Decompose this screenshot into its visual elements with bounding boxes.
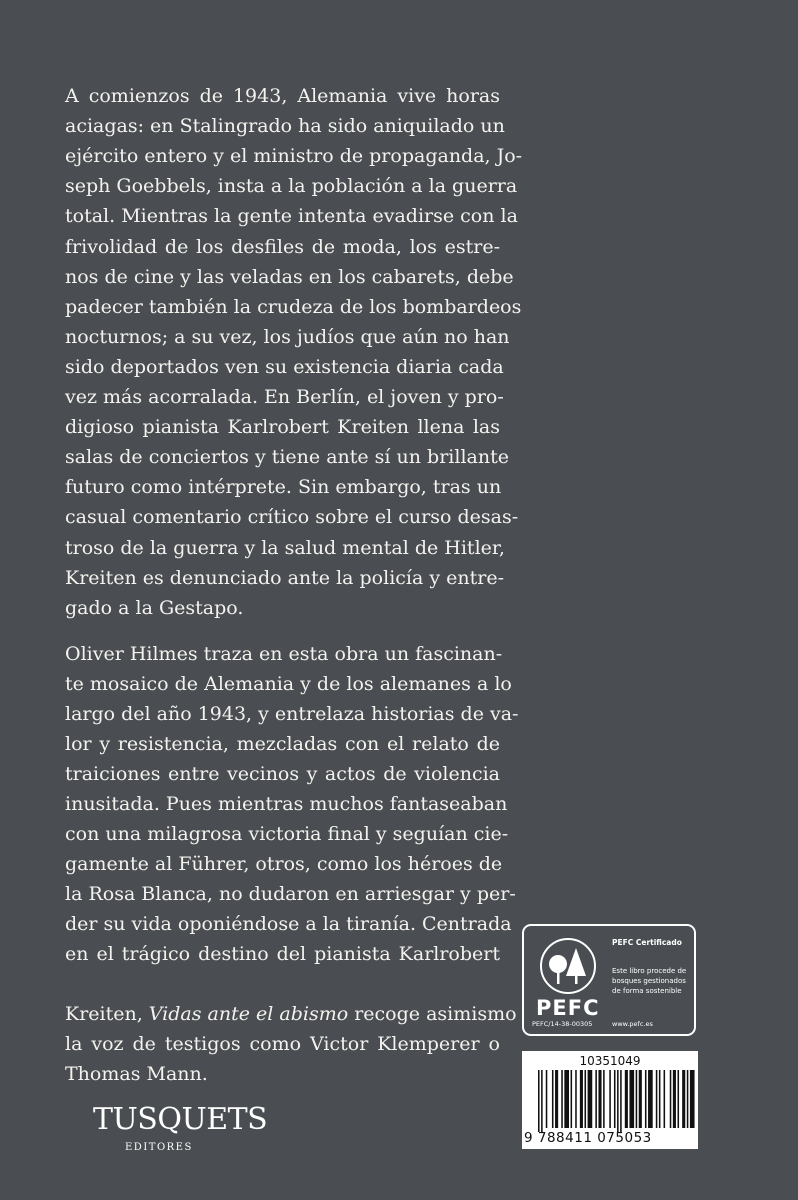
blurb-line: ejército entero y el ministro de propaganda, Jo-	[65, 145, 523, 168]
blurb-line: gado a la Gestapo.	[65, 596, 244, 619]
barcode-bar	[639, 1070, 642, 1128]
blurb-line: la Rosa Blanca, no dudaron en arriesgar y per-	[65, 883, 516, 905]
blurb-line: Kreiten es denunciado ante la policía y entre-	[65, 566, 504, 589]
publisher-logo	[93, 1102, 268, 1162]
barcode-bar	[636, 1070, 638, 1128]
blurb-line: inusitada. Pues mientras muchos fantaseaban	[65, 793, 508, 815]
barcode-bar	[575, 1070, 577, 1128]
barcode-bar	[682, 1070, 685, 1128]
barcode-bar	[614, 1070, 616, 1128]
blurb-line: Kreiten, Vidas ante el abismo recoge asimismo	[65, 1003, 517, 1025]
isbn-digits: 9 788411 075053	[524, 1130, 652, 1146]
blurb-line: vez más acorralada. En Berlín, el joven y pro-	[65, 386, 504, 408]
barcode-bar	[552, 1070, 554, 1128]
blurb-line: salas de conciertos y tiene ante sí un brillante	[65, 446, 509, 469]
barcode-bar	[678, 1070, 680, 1128]
barcode-bar	[617, 1070, 619, 1132]
pefc-description: Este libro procede de bosques gestionados de forma sostenible	[612, 967, 687, 995]
barcode-bar	[659, 1070, 661, 1128]
blurb-line: der su vida oponiéndose a la tiranía. Centrada	[65, 913, 512, 935]
blurb-line: traiciones entre vecinos y actos de violencia	[65, 763, 500, 785]
blurb-line: gamente al Führer, otros, como los héroes de	[65, 853, 503, 875]
barcode-bar	[546, 1070, 548, 1128]
barcode-bar	[541, 1070, 543, 1132]
blurb-line: sido deportados ven su existencia diaria cada	[65, 355, 504, 378]
publisher-name: TUSQUETS	[93, 1102, 268, 1137]
barcode-bar	[620, 1070, 622, 1132]
blurb-line: digioso pianista Karlrobert Kreiten llena las	[65, 416, 500, 439]
pefc-title: PEFC Certificado	[612, 938, 682, 947]
barcode-bar	[598, 1070, 601, 1128]
blurb-line: total. Mientras la gente intenta evadirse con la	[65, 205, 518, 228]
barcode-bar	[670, 1070, 672, 1128]
pefc-brand: PEFC	[536, 996, 600, 1020]
blurb-line: casual comentario crítico sobre el curso desas-	[65, 506, 519, 529]
barcode-bar	[595, 1070, 597, 1128]
barcode-bar	[585, 1070, 587, 1128]
blurb-line: Thomas Mann.	[65, 1063, 208, 1085]
barcode-bar	[673, 1070, 676, 1128]
blurb-line: nocturnos; a su vez, los judíos que aún no han	[65, 325, 510, 348]
tree-logo-icon	[536, 936, 606, 996]
blurb-line: largo del año 1943, y entrelaza historias de va-	[65, 703, 519, 725]
barcode-bar	[664, 1070, 666, 1128]
blurb-line: aciagas: en Stalingrado ha sido aniquilado un	[65, 115, 505, 138]
barcode-bar	[648, 1070, 653, 1128]
barcode-bar	[588, 1070, 593, 1128]
book-title-italic: Vidas ante el abismo	[148, 1003, 349, 1025]
barcode-bar	[687, 1070, 689, 1128]
pefc-code: PEFC/14-38-00305	[532, 1020, 593, 1028]
barcode-bar	[625, 1070, 628, 1128]
barcode-bar	[580, 1070, 583, 1128]
blurb-line: la voz de testigos como Victor Klemperer o	[65, 1033, 500, 1055]
barcode-bar	[564, 1070, 569, 1128]
blurb-line: futuro como intérprete. Sin embargo, tras un	[65, 476, 502, 499]
blurb-line: nos de cine y las veladas en los cabarets, debe	[65, 265, 514, 288]
barcode-bar	[609, 1070, 611, 1128]
barcode-bar	[690, 1070, 695, 1128]
barcode-bar	[629, 1070, 634, 1128]
blurb-line: troso de la guerra y la salud mental de Hitler,	[65, 536, 505, 559]
blurb-line: frivolidad de los desfiles de moda, los estre-	[65, 235, 500, 258]
blurb-line: A comienzos de 1943, Alemania vive horas	[65, 85, 500, 107]
blurb-line: te mosaico de Alemania y de los alemanes a lo	[65, 673, 512, 695]
pefc-certification-box	[522, 924, 696, 1036]
barcode-bar	[555, 1070, 558, 1128]
blurb-line: seph Goebbels, insta a la población a la guerra	[65, 175, 518, 198]
barcode-bar	[571, 1070, 573, 1128]
barcode-bar	[656, 1070, 658, 1128]
publisher-subtitle: EDITORES	[125, 1142, 193, 1153]
barcode-bar	[561, 1070, 563, 1128]
blurb-line: en el trágico destino del pianista Karlrobert	[65, 943, 500, 965]
barcode-bar	[538, 1070, 540, 1132]
barcode-bar	[603, 1070, 605, 1128]
blurb-line: padecer también la crudeza de los bombardeos	[65, 295, 522, 318]
barcode-reference-number: 10351049	[579, 1054, 641, 1068]
blurb-line: con una milagrosa victoria final y seguían cie-	[65, 823, 509, 845]
barcode-bar	[645, 1070, 647, 1128]
blurb-line: lor y resistencia, mezcladas con el relato de	[65, 733, 500, 755]
pefc-url: www.pefc.es	[612, 1020, 653, 1028]
blurb-line: Oliver Hilmes traza en esta obra un fascinan-	[65, 643, 503, 665]
isbn-barcode	[522, 1051, 698, 1149]
